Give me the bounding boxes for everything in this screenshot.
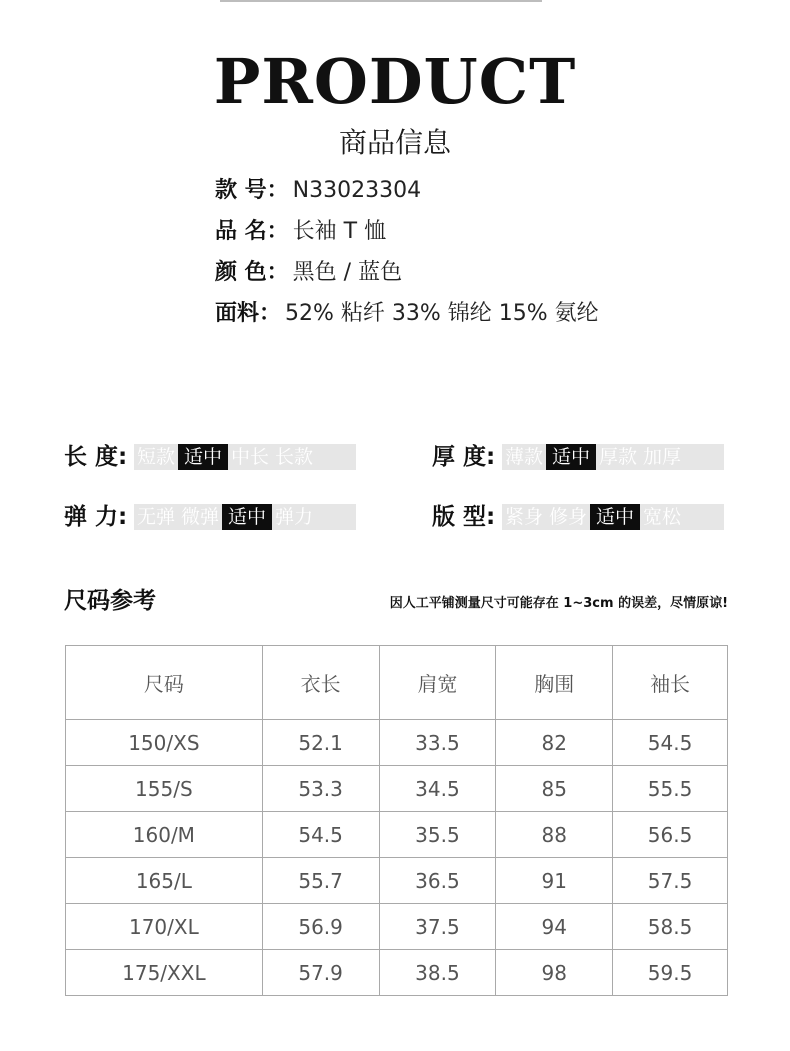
table-cell: 54.5 (613, 720, 728, 766)
table-cell: 34.5 (379, 766, 496, 812)
attr-fit (432, 501, 724, 531)
table-cell: 91 (496, 858, 613, 904)
table-cell: 98 (496, 950, 613, 996)
attr-thickness (432, 441, 724, 471)
top-divider (220, 0, 542, 2)
spec-label: 面料： (215, 301, 282, 326)
fit-option-tight: 紧身 (505, 505, 544, 528)
table-cell: 58.5 (613, 904, 728, 950)
spec-list (215, 172, 599, 336)
page-subtitle: 商品信息 (338, 126, 451, 159)
column-header-shoulder: 肩宽 (379, 646, 496, 720)
page-title: PRODUCT (213, 45, 577, 118)
table-cell: 55.5 (613, 766, 728, 812)
thickness-option-thick: 厚款 (599, 445, 638, 468)
table-cell: 52.1 (262, 720, 379, 766)
size-table (65, 645, 728, 996)
table-cell: 57.5 (613, 858, 728, 904)
attr-label: 版 型: (432, 503, 496, 530)
table-cell: 53.3 (262, 766, 379, 812)
table-row (66, 858, 728, 904)
thickness-option-medium-selected: 适中 (546, 444, 596, 470)
size-reference-title: 尺码参考 (64, 588, 156, 614)
table-header-row (66, 646, 728, 720)
length-scale (134, 444, 356, 470)
spec-row-style-no (215, 172, 599, 213)
elasticity-option-slight: 微弹 (181, 505, 220, 528)
column-header-length: 衣长 (262, 646, 379, 720)
attr-label: 长 度: (64, 443, 128, 470)
table-cell: 38.5 (379, 950, 496, 996)
table-cell: 155/S (66, 766, 263, 812)
table-cell: 85 (496, 766, 613, 812)
table-cell: 88 (496, 812, 613, 858)
table-cell: 170/XL (66, 904, 263, 950)
spec-value: 52% 粘纤 33% 锦纶 15% 氨纶 (285, 301, 599, 326)
column-header-size: 尺码 (66, 646, 263, 720)
attr-length (64, 441, 356, 471)
fit-option-loose: 宽松 (643, 505, 682, 528)
size-measurement-note: 因人工平铺测量尺寸可能存在 1~3cm 的误差，尽情原谅! (389, 596, 728, 611)
table-cell: 37.5 (379, 904, 496, 950)
elasticity-option-medium-selected: 适中 (222, 504, 272, 530)
table-row (66, 812, 728, 858)
table-row (66, 766, 728, 812)
elasticity-scale (134, 504, 356, 530)
length-option-mid-long: 中长 (231, 445, 270, 468)
elasticity-option-stretch: 弹力 (275, 505, 314, 528)
table-cell: 59.5 (613, 950, 728, 996)
table-cell: 33.5 (379, 720, 496, 766)
length-option-long: 长款 (275, 445, 314, 468)
table-cell: 56.5 (613, 812, 728, 858)
table-cell: 36.5 (379, 858, 496, 904)
spec-value: 黑色 / 蓝色 (292, 260, 403, 285)
table-cell: 150/XS (66, 720, 263, 766)
table-cell: 57.9 (262, 950, 379, 996)
table-cell: 35.5 (379, 812, 496, 858)
spec-label: 颜 色： (215, 260, 289, 285)
table-cell: 54.5 (262, 812, 379, 858)
table-cell: 160/M (66, 812, 263, 858)
fit-scale (502, 504, 724, 530)
column-header-chest: 胸围 (496, 646, 613, 720)
attr-label: 弹 力: (64, 503, 128, 530)
table-cell: 175/XXL (66, 950, 263, 996)
spec-value: N33023304 (292, 178, 422, 203)
table-row (66, 904, 728, 950)
fit-option-slim: 修身 (549, 505, 588, 528)
table-cell: 56.9 (262, 904, 379, 950)
table-cell: 55.7 (262, 858, 379, 904)
table-cell: 94 (496, 904, 613, 950)
thickness-option-extra-thick: 加厚 (643, 445, 682, 468)
table-row (66, 950, 728, 996)
column-header-sleeve: 袖长 (613, 646, 728, 720)
spec-row-fabric (215, 295, 599, 336)
spec-row-color (215, 254, 599, 295)
spec-value: 长袖 T 恤 (292, 219, 387, 244)
table-cell: 165/L (66, 858, 263, 904)
length-option-medium-selected: 适中 (178, 444, 228, 470)
fit-option-medium-selected: 适中 (590, 504, 640, 530)
attr-elasticity (64, 501, 356, 531)
spec-label: 款 号： (215, 178, 289, 203)
table-cell: 82 (496, 720, 613, 766)
table-row (66, 720, 728, 766)
elasticity-option-none: 无弹 (137, 505, 176, 528)
spec-label: 品 名： (215, 219, 289, 244)
length-option-short: 短款 (137, 445, 176, 468)
thickness-scale (502, 444, 724, 470)
spec-row-product-name (215, 213, 599, 254)
attr-label: 厚 度: (432, 443, 496, 470)
thickness-option-thin: 薄款 (505, 445, 544, 468)
